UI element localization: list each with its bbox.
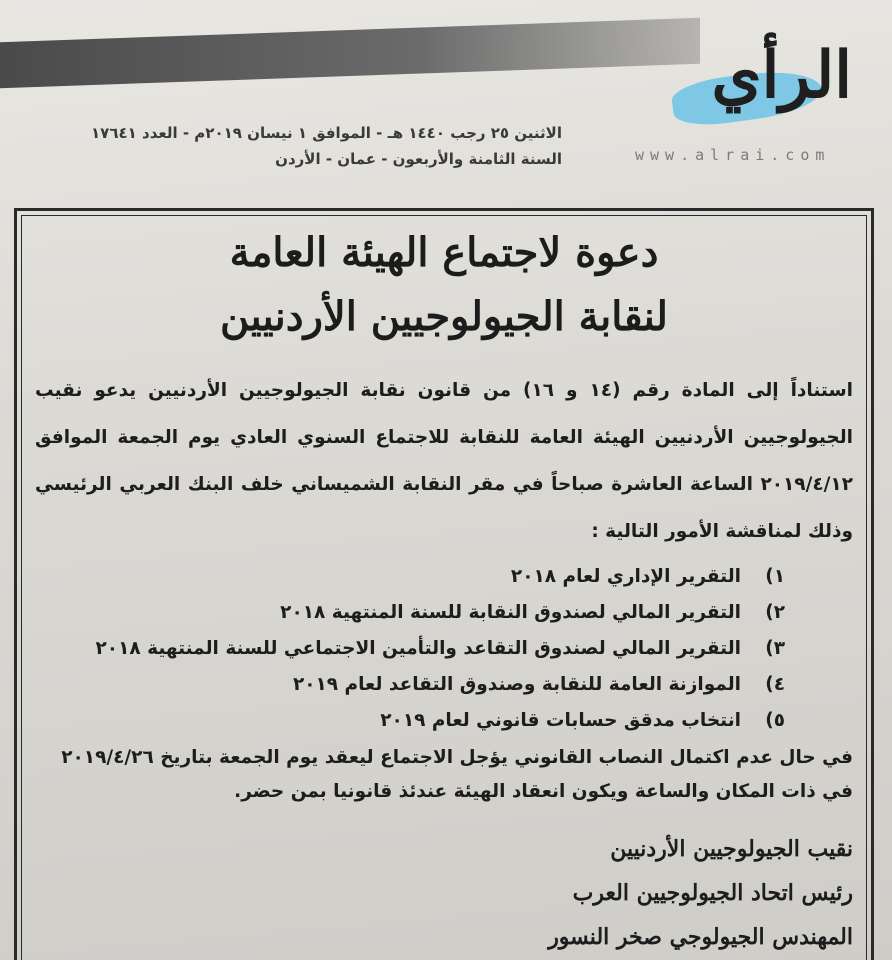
newspaper-logo: الرأي	[711, 38, 852, 113]
signature-block	[35, 827, 853, 959]
masthead-logo	[672, 38, 862, 158]
agenda-item: ٣)التقرير المالي لصندوق التقاعد والتأمين الاجتماعي للسنة المنتهية ٢٠١٨	[95, 638, 785, 659]
announcement-body: استناداً إلى المادة رقم (١٤ و ١٦) من قانون نقابة الجيولوجيين الأردنيين يدعو نقيب الجيولوجيين الأردنيين الهيئة العامة للنقابة للاجتماع السنوي العادي يوم الجمعة الموافق ٢٠١٩/٤/١٢ الساعة العاشرة صباحاً في مقر النقابة الشميساني خلف البنك العربي الرئيسي وذلك لمناقشة الأمور التالية :	[35, 380, 853, 542]
masthead-band	[0, 18, 700, 88]
agenda-item: ١)التقرير الإداري لعام ٢٠١٨	[510, 566, 785, 587]
announcement-title	[35, 221, 853, 349]
agenda-list	[35, 559, 853, 739]
announcement-frame	[14, 208, 874, 960]
agenda-item: ٤)الموازنة العامة للنقابة وصندوق التقاعد لعام ٢٠١٩	[292, 674, 785, 695]
issue-year: السنة الثامنة والأربعون - عمان - الأردن	[275, 150, 562, 168]
signature-line: رئيس اتحاد الجيولوجيين العرب	[572, 880, 853, 906]
agenda-item: ٢)التقرير المالي لصندوق النقابة للسنة المنتهية ٢٠١٨	[280, 602, 785, 623]
website-url: www.alrai.com	[635, 146, 831, 164]
agenda-item: ٥)انتخاب مدقق حسابات قانوني لعام ٢٠١٩	[380, 710, 785, 731]
title-line-2: لنقابة الجيولوجيين الأردنيين	[220, 293, 668, 340]
dateline	[91, 120, 562, 172]
quorum-note: في حال عدم اكتمال النصاب القانوني يؤجل الاجتماع ليعقد يوم الجمعة بتاريخ ٢٠١٩/٤/٢٦ في ذات المكان والساعة ويكون انعقاد الهيئة عندئذ قانونيا بمن حضر.	[61, 747, 853, 802]
title-line-1: دعوة لاجتماع الهيئة العامة	[229, 229, 659, 276]
issue-date: الاثنين ٢٥ رجب ١٤٤٠ هـ - الموافق ١ نيسان ٢٠١٩م - العدد ١٧٦٤١	[91, 124, 562, 142]
signature-line: نقيب الجيولوجيين الأردنيين	[610, 836, 853, 862]
signature-line: المهندس الجيولوجي صخر النسور	[548, 924, 853, 950]
announcement-content	[35, 221, 853, 959]
